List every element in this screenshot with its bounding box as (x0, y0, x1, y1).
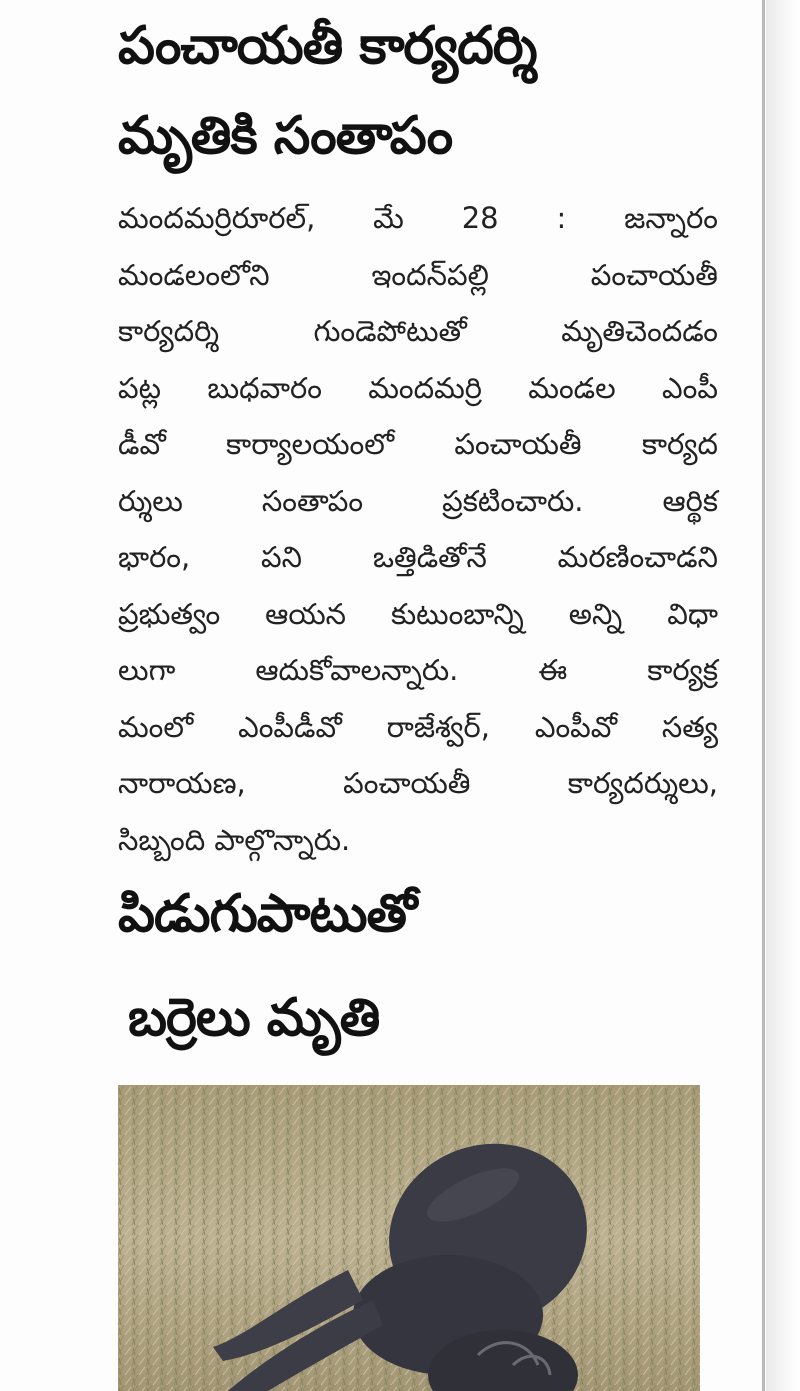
body-line: ర్శులు సంతాపం ప్రకటించారు. ఆర్థిక (118, 483, 718, 518)
article1-body (118, 190, 718, 868)
body-line: పట్ల బుధవారం మందమర్రి మండల ఎంపీ (118, 370, 718, 405)
body-line: లుగా ఆదుకోవాలన్నారు. ఈ కార్యక్ర (118, 653, 718, 687)
article1-headline-line2: మృతికి సంతాపం (118, 106, 453, 166)
article2-headline-line1: పిడుగుపాటుతో (118, 884, 417, 944)
article2-headline-line2: బర్రెలు మృతి (128, 988, 380, 1048)
body-line: మందమర్రిరూరల్, మే 28 : జన్నారం (118, 201, 718, 235)
body-line: భారం, పని ఒత్తిడితోనే మరణించాడని (118, 540, 718, 574)
dead-buffalo-photo (118, 1085, 700, 1391)
body-line: నారాయణ, పంచాయతీ కార్యదర్శులు, (118, 766, 718, 800)
body-line: ప్రభుత్వం ఆయన కుటుంబాన్ని అన్ని విధా (118, 596, 718, 631)
body-line: కార్యదర్శి గుండెపోటుతో మృతిచెందడం (118, 314, 718, 348)
body-line: మంలో ఎంపీడీవో రాజేశ్వర్, ఎంపీవో సత్య (118, 709, 718, 744)
body-line: మండలంలోని ఇందన్‌పల్లి పంచాయతీ (118, 257, 718, 292)
adjacent-column-edge (766, 0, 800, 1391)
column-divider (762, 0, 765, 1391)
body-line: సిబ్బంది పాల్గొన్నారు. (118, 822, 351, 857)
article1-headline-line1: పంచాయతీ కార్యదర్శి (118, 16, 537, 76)
body-line: డీవో కార్యాలయంలో పంచాయతీ కార్యద (118, 427, 718, 461)
